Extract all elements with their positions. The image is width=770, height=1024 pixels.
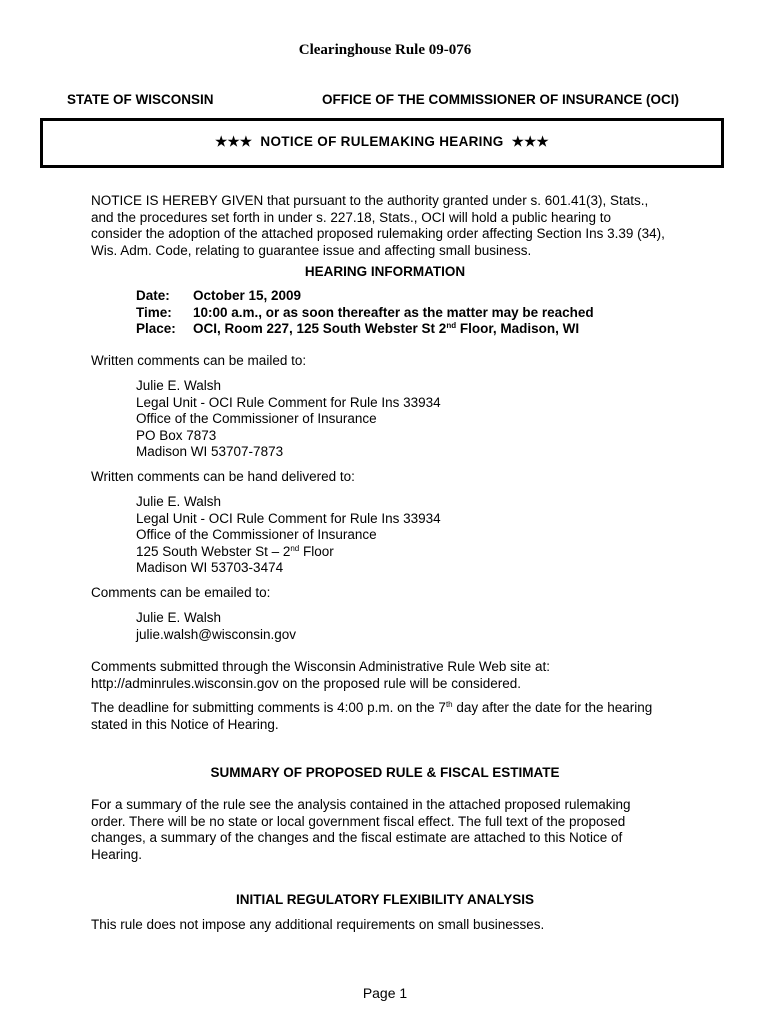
website-paragraph	[91, 659, 691, 692]
notice-label: NOTICE OF RULEMAKING HEARING	[260, 134, 504, 149]
summary-line: For a summary of the rule see the analysis contained in the attached proposed rulemaking	[91, 797, 631, 812]
summary-line: Hearing.	[91, 846, 143, 862]
deadline-text: The deadline for submitting comments is 4:00 p.m. on the 7	[91, 700, 446, 715]
mail-intro: Written comments can be mailed to:	[91, 353, 307, 368]
hand-city: Madison WI 53703-3474	[136, 560, 284, 576]
mail-office: Office of the Commissioner of Insurance	[136, 411, 377, 427]
deadline-paragraph	[91, 700, 691, 733]
hand-address-block	[136, 494, 441, 577]
street-sup: nd	[290, 543, 300, 553]
hand-street	[136, 544, 441, 561]
mail-box: PO Box 7873	[136, 427, 217, 443]
stars-left: ★★★	[215, 134, 253, 149]
deadline-text-end: day after the date for the hearing	[452, 700, 653, 715]
stars-right: ★★★	[511, 134, 549, 149]
document-title: Clearinghouse Rule 09-076	[298, 42, 472, 58]
time-label: Time:	[136, 305, 172, 320]
website-line: Comments submitted through the Wisconsin Administrative Rule Web site at:	[91, 659, 550, 674]
intro-line: Wis. Adm. Code, relating to guarantee issue and affecting small business.	[91, 242, 532, 258]
email-block	[136, 610, 296, 643]
hand-name: Julie E. Walsh	[136, 494, 222, 509]
notice-heading	[43, 134, 721, 150]
summary-heading: SUMMARY OF PROPOSED RULE & FISCAL ESTIMATE	[210, 765, 560, 780]
intro-line: and the procedures set forth in under s. 227.18, Stats., OCI will hold a public hearing to	[91, 209, 612, 225]
email-address[interactable]: julie.walsh@wisconsin.gov	[136, 626, 297, 642]
state-label: STATE OF WISCONSIN	[67, 92, 214, 107]
deadline-sup: th	[445, 700, 453, 709]
time-value: 10:00 a.m., or as soon thereafter as the matter may be reached	[193, 305, 594, 320]
deadline-line: stated in this Notice of Hearing.	[91, 716, 279, 732]
place-value	[193, 321, 579, 336]
deadline-line	[91, 700, 691, 717]
mail-address-block	[136, 378, 441, 461]
summary-paragraph	[91, 797, 691, 863]
date-value: October 15, 2009	[193, 288, 302, 303]
place-label: Place:	[136, 321, 176, 336]
place-text: OCI, Room 227, 125 South Webster St 2	[193, 321, 447, 336]
hearing-heading: HEARING INFORMATION	[304, 264, 466, 279]
page-number: Page 1	[362, 985, 408, 1001]
flexibility-heading: INITIAL REGULATORY FLEXIBILITY ANALYSIS	[235, 892, 535, 907]
place-text-end: Floor, Madison, WI	[456, 321, 580, 336]
place-sup: nd	[446, 321, 457, 330]
email-name: Julie E. Walsh	[136, 610, 222, 625]
notice-banner	[40, 118, 724, 168]
street-text-end: Floor	[299, 543, 334, 559]
summary-line: order. There will be no state or local government fiscal effect. The full text of the proposed	[91, 813, 626, 829]
flexibility-text: This rule does not impose any additional requirements on small businesses.	[91, 917, 545, 932]
street-text: 125 South Webster St – 2	[136, 543, 291, 559]
intro-line: consider the adoption of the attached proposed rulemaking order affecting Section Ins 3.39 (34),	[91, 226, 665, 242]
date-label: Date:	[136, 288, 170, 303]
hand-intro: Written comments can be hand delivered to:	[91, 469, 355, 484]
intro-paragraph	[91, 193, 691, 259]
mail-unit: Legal Unit - OCI Rule Comment for Rule Ins 33934	[136, 394, 441, 410]
website-link[interactable]: http://adminrules.wisconsin.gov on the proposed rule will be considered.	[91, 675, 521, 691]
office-label: OFFICE OF THE COMMISSIONER OF INSURANCE (OCI)	[322, 92, 679, 107]
mail-name: Julie E. Walsh	[136, 378, 222, 393]
email-intro: Comments can be emailed to:	[91, 585, 271, 600]
summary-line: changes, a summary of the changes and the fiscal estimate are attached to this Notice of	[91, 830, 623, 846]
intro-line: NOTICE IS HEREBY GIVEN that pursuant to the authority granted under s. 601.41(3), Stats.,	[91, 193, 649, 208]
hand-office: Office of the Commissioner of Insurance	[136, 527, 377, 543]
hand-unit: Legal Unit - OCI Rule Comment for Rule Ins 33934	[136, 510, 441, 526]
mail-city: Madison WI 53707-7873	[136, 444, 284, 460]
